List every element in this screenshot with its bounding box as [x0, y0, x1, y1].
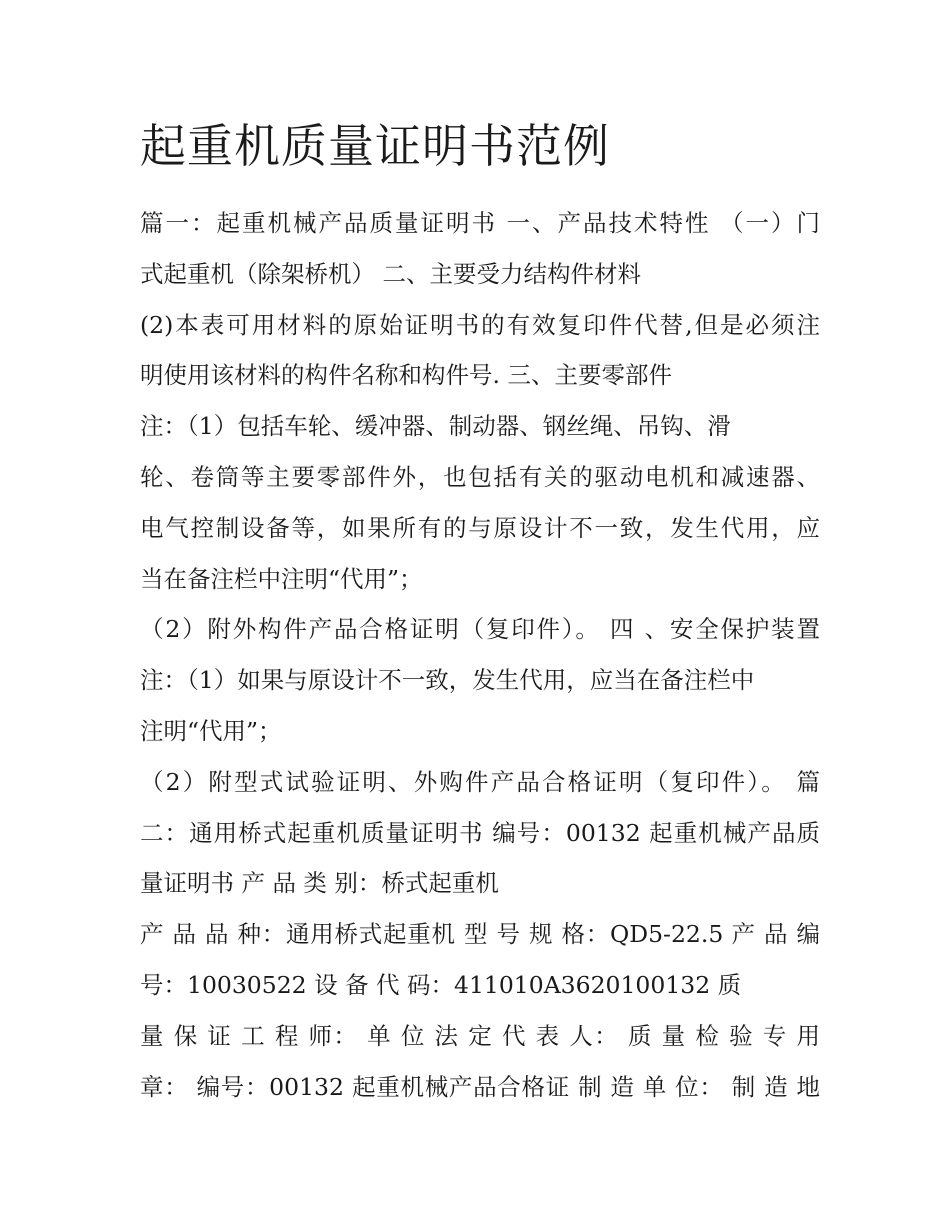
body-line: 注：（1）包括车轮、缓冲器、制动器、钢丝绳、吊钩、滑 [140, 412, 731, 441]
body-line: 章： 编号：00132 起重机械产品合格证 制 造 单 位： 制 造 地 [140, 1072, 820, 1101]
body-line: 二：通用桥式起重机质量证明书 编号：00132 起重机械产品质 [140, 818, 820, 847]
body-line: （2）附型式试验证明、外购件产品合格证明（复印件）。 篇 [140, 767, 820, 796]
body-line: 式起重机（除架桥机） 二、主要受力结构件材料 [140, 259, 641, 288]
body-line: 量证明书 产 品 类 别：桥式起重机 [140, 869, 499, 898]
body-line: (2)本表可用材料的原始证明书的有效复印件代替,但是必须注 [140, 310, 820, 339]
body-line: 产 品 品 种：通用桥式起重机 型 号 规 格：QD5-22.5 产 品 编 [140, 920, 820, 949]
document-body [140, 198, 820, 1112]
body-line: 注明“代用”； [140, 716, 282, 745]
body-line: （2）附外构件产品合格证明（复印件）。 四 、安全保护装置 [140, 615, 820, 644]
body-line: 号：10030522 设 备 代 码：411010A3620100132 质 [140, 970, 742, 999]
body-line: 轮、卷筒等主要零部件外，也包括有关的驱动电机和减速器、 [140, 462, 820, 491]
body-line: 电气控制设备等，如果所有的与原设计不一致，发生代用，应 [140, 513, 820, 542]
body-line: 篇一：起重机械产品质量证明书 一、产品技术特性 （一）门 [140, 209, 820, 237]
body-line: 量 保 证 工 程 师： 单 位 法 定 代 表 人： 质 量 检 验 专 用 [140, 1021, 820, 1050]
body-line: 明使用该材料的构件名称和构件号. 三、主要零部件 [140, 361, 672, 390]
document-title: 起重机质量证明书范例 [140, 119, 610, 173]
body-line: 当在备注栏中注明“代用”； [140, 564, 423, 593]
body-line: 注：（1）如果与原设计不一致，发生代用，应当在备注栏中 [140, 666, 755, 695]
